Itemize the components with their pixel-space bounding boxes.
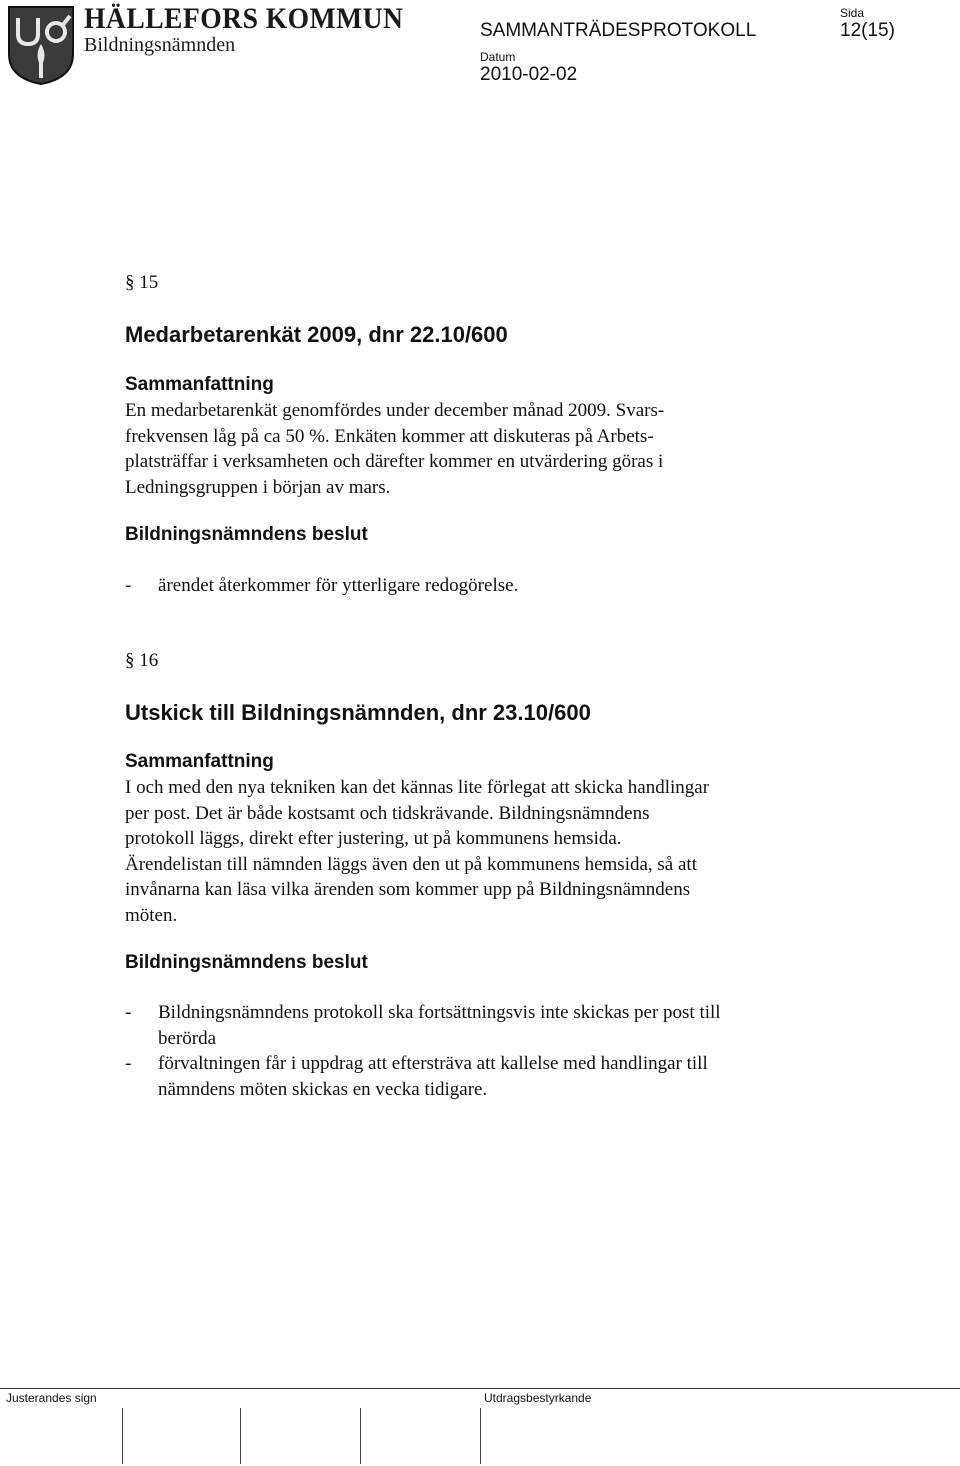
decision-list bbox=[125, 573, 518, 599]
decision-heading: Bildningsnämndens beslut bbox=[125, 524, 368, 545]
organization-name: HÄLLEFORS KOMMUN bbox=[84, 2, 404, 35]
coat-of-arms-icon bbox=[6, 4, 76, 86]
document-type: SAMMANTRÄDESPROTOKOLL bbox=[480, 20, 757, 41]
decision-item: - ärendet återkommer för ytterligare redogörelse. bbox=[125, 575, 519, 596]
paragraph-number: § 15 bbox=[125, 272, 159, 293]
summary-heading: Sammanfattning bbox=[125, 751, 274, 772]
department-name: Bildningsnämnden bbox=[84, 34, 236, 56]
extract-label: Utdragsbestyrkande bbox=[484, 1391, 592, 1405]
section-title: Medarbetarenkät 2009, dnr 22.10/600 bbox=[125, 322, 508, 347]
summary-text: En medarbetarenkät genomfördes under december månad 2009. Svars- frekvensen låg på ca 50 %. Enkäten kommer att diskuteras på Arbets- platsträffar i verksamheten och därefter kommer en utvärdering göras i Ledningsgruppen i början av mars. bbox=[125, 400, 665, 498]
signer-label: Justerandes sign bbox=[6, 1391, 97, 1405]
decision-item: - förvaltningen får i uppdrag att eftersträva att kallelse med handlingar till nämndens möten skickas en vecka tidigare. bbox=[125, 1053, 708, 1100]
date-value: 2010-02-02 bbox=[480, 64, 578, 85]
decision-list bbox=[125, 1000, 721, 1102]
signature-box-divider bbox=[360, 1408, 361, 1464]
summary-heading: Sammanfattning bbox=[125, 374, 274, 395]
summary-text: I och med den nya tekniken kan det kännas lite förlegat att skicka handlingar per post. Det är både kostsamt och tidskrävande. Bildningsnämndens protokoll läggs, direkt efter justering, ut på kommunens hemsida. Ärendelistan till nämnden läggs även den ut på kommunens hemsida, så att invånarna kan läsa vilka ärenden som kommer upp på Bildningsnämndens möten. bbox=[125, 777, 710, 926]
signature-box-divider bbox=[240, 1408, 241, 1464]
decision-item: - Bildningsnämndens protokoll ska fortsättningsvis inte skickas per post till berörda bbox=[125, 1002, 721, 1049]
signature-box-divider bbox=[480, 1408, 481, 1464]
paragraph-number: § 16 bbox=[125, 650, 159, 671]
section-title: Utskick till Bildningsnämnden, dnr 23.10/600 bbox=[125, 700, 591, 725]
page-label: Sida bbox=[840, 6, 865, 20]
decision-heading: Bildningsnämndens beslut bbox=[125, 952, 368, 973]
signature-box-divider bbox=[122, 1408, 123, 1464]
footer-divider bbox=[0, 1388, 960, 1389]
date-label: Datum bbox=[480, 50, 516, 64]
page-number: 12(15) bbox=[840, 20, 895, 41]
